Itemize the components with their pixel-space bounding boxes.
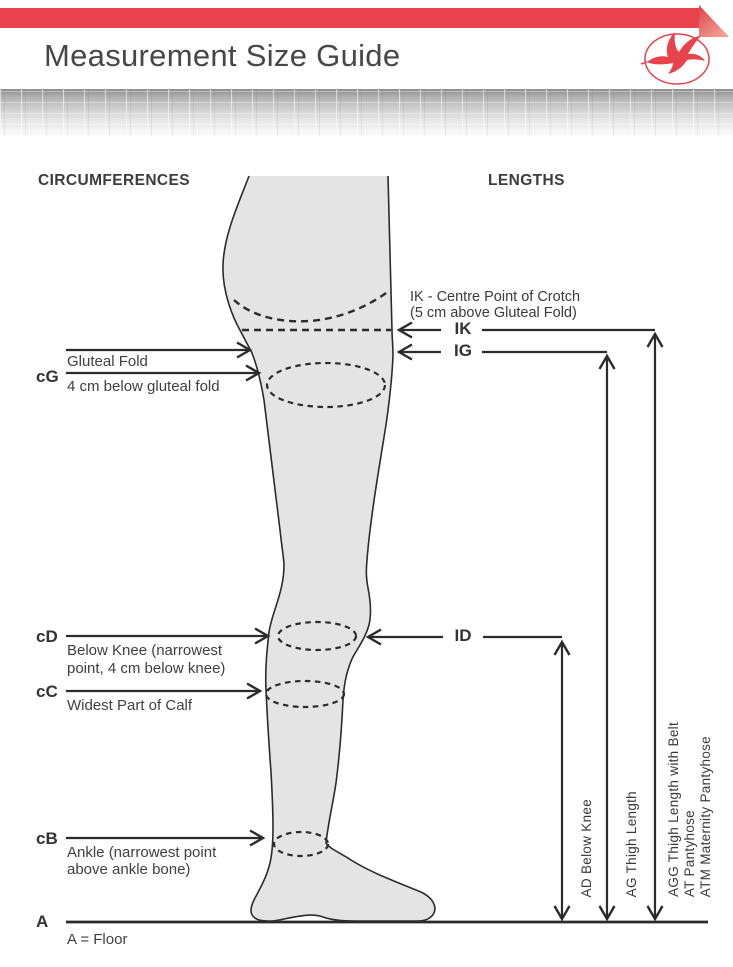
lengths-heading: LENGTHS	[488, 172, 565, 189]
id-code: ID	[454, 626, 472, 645]
ag-vertical-line	[600, 356, 615, 919]
cd-code: cD	[36, 627, 58, 646]
leg-silhouette	[223, 176, 435, 921]
ad-vertical-line	[555, 642, 570, 919]
cg-code: cG	[36, 367, 59, 386]
cc-label: Widest Part of Calf	[67, 697, 193, 714]
cg-label-top: Gluteal Fold	[67, 353, 148, 370]
page-title: Measurement Size Guide	[44, 38, 401, 73]
ig-code: IG	[454, 341, 472, 360]
circumferences-heading: CIRCUMFERENCES	[38, 172, 190, 189]
cc-code: cC	[36, 682, 58, 701]
atm-maternity-pantyhose-label: ATM Maternity Pantyhose	[698, 735, 713, 897]
at-pantyhose-label: AT Pantyhose	[682, 809, 697, 897]
ik-code: IK	[454, 319, 472, 338]
cb-label-line1: Ankle (narrowest point	[67, 844, 217, 861]
ag-thigh-length-label: AG Thigh Length	[624, 790, 639, 897]
ad-below-knee-label: AD Below Knee	[579, 798, 594, 897]
cd-label-line1: Below Knee (narrowest	[67, 642, 223, 659]
ik-note-line1: IK - Centre Point of Crotch	[410, 289, 581, 305]
agg-thigh-belt-label: AGG Thigh Length with Belt	[666, 722, 681, 897]
cd-label-line2: point, 4 cm below knee)	[67, 660, 226, 677]
cg-label-bottom: 4 cm below gluteal fold	[67, 378, 220, 395]
cb-code: cB	[36, 829, 58, 848]
ig-measure-line	[399, 345, 607, 360]
a-floor-label: A = Floor	[67, 931, 128, 948]
ik-measure-line	[399, 323, 655, 338]
ik-note-line2: (5 cm above Gluteal Fold)	[410, 305, 577, 321]
cb-label-line2: above ankle bone)	[67, 861, 191, 878]
a-code: A	[36, 912, 49, 931]
agg-vertical-line	[648, 334, 663, 919]
